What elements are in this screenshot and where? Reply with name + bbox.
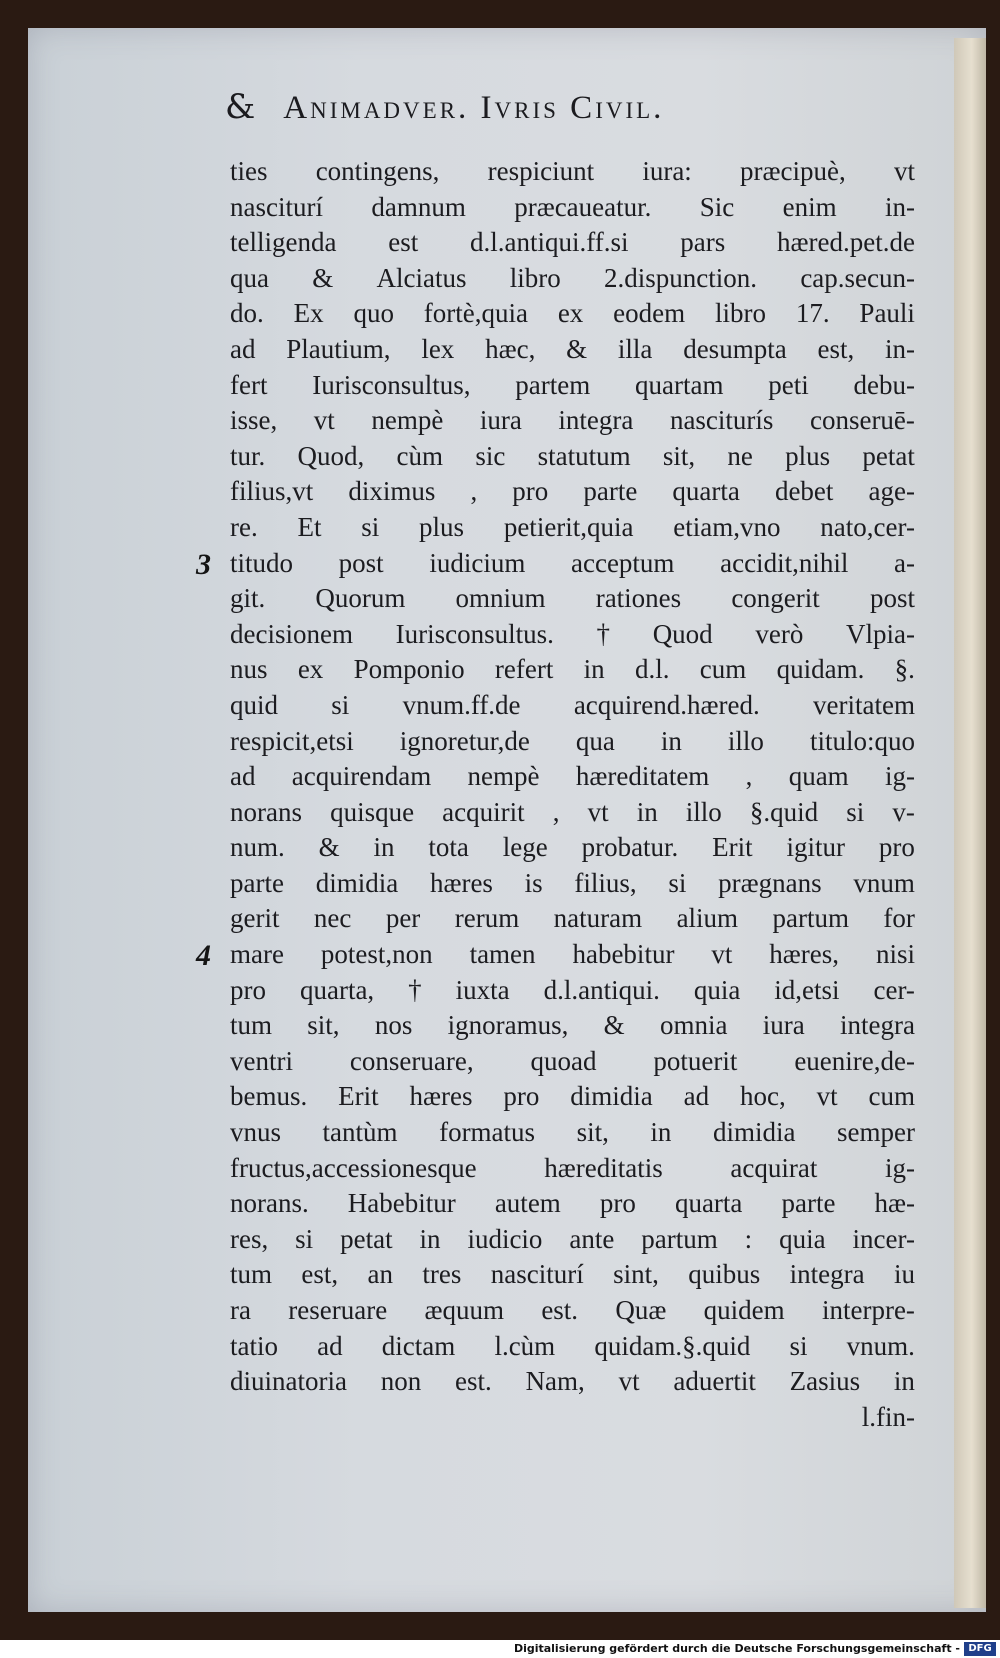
word: partem xyxy=(515,369,591,400)
word: plus xyxy=(785,440,831,471)
text-line xyxy=(230,1151,915,1187)
word: Vlpia- xyxy=(845,618,915,649)
word: quam xyxy=(788,761,849,792)
word: quarta, xyxy=(299,974,375,1005)
word: si xyxy=(361,511,380,542)
word: vnum xyxy=(853,867,915,898)
word: est xyxy=(388,227,419,258)
word: iuxta xyxy=(455,974,510,1005)
word: naturam xyxy=(553,903,643,934)
word: acquirend.hæred. xyxy=(573,689,760,720)
word: ventri xyxy=(230,1045,293,1076)
word: nec xyxy=(313,903,352,934)
word: Erit xyxy=(338,1081,379,1112)
text-line: l.fin- xyxy=(861,1401,915,1432)
word: parte xyxy=(230,867,284,898)
word: eodem xyxy=(613,298,686,329)
word: acquirat xyxy=(730,1152,818,1183)
word: quia xyxy=(693,974,741,1005)
word: est. xyxy=(455,1366,492,1397)
word: in- xyxy=(885,333,915,364)
word: quidam. xyxy=(776,654,865,685)
text-line xyxy=(230,1329,915,1365)
word: quo xyxy=(353,298,394,329)
word: vnum. xyxy=(846,1330,915,1361)
word: peti xyxy=(768,369,809,400)
word: iura xyxy=(479,405,522,436)
marginal-number-4: 4 xyxy=(196,939,211,972)
text-line xyxy=(230,1293,915,1329)
word: etiam,vno xyxy=(673,511,781,542)
word: tatio xyxy=(230,1330,278,1361)
word: & xyxy=(312,262,334,293)
word: telligenda xyxy=(230,227,337,258)
marginal-number-3: 3 xyxy=(196,548,211,581)
word: cer- xyxy=(873,974,915,1005)
word: ad xyxy=(683,1081,710,1112)
word: d.l.antiqui.ff.si xyxy=(470,227,629,258)
word: Habebitur xyxy=(347,1188,456,1219)
word: integra xyxy=(558,405,634,436)
word: interpre- xyxy=(821,1295,915,1325)
word: 2.dispunction. xyxy=(604,262,758,293)
word: vt xyxy=(313,405,335,436)
word: fert xyxy=(230,369,268,400)
word: titudo xyxy=(230,547,294,578)
word: lege xyxy=(502,832,548,863)
word: hæres xyxy=(429,867,493,898)
word: accidit,nihil xyxy=(720,547,849,578)
word: ignoretur,de xyxy=(399,725,530,756)
word: potuerit xyxy=(653,1045,738,1076)
word: & xyxy=(566,333,588,364)
word: præcaueatur. xyxy=(514,191,652,222)
word: vnum.ff.de xyxy=(402,689,521,720)
word: verò xyxy=(755,618,804,649)
text-line xyxy=(230,1222,915,1258)
word: † xyxy=(596,618,611,649)
word: d.l.antiqui. xyxy=(543,974,660,1005)
word: illo xyxy=(727,725,764,756)
word: 17. xyxy=(795,298,830,329)
word: respicit,etsi xyxy=(230,725,354,756)
word: fructus,accessionesque xyxy=(230,1152,477,1183)
word: parte xyxy=(583,476,638,507)
word: rationes xyxy=(595,583,682,614)
text-line xyxy=(230,937,915,973)
word: si xyxy=(846,796,865,827)
word: , xyxy=(552,796,560,827)
word: contingens, xyxy=(315,156,440,186)
word: Erit xyxy=(712,832,753,863)
word: illo xyxy=(685,796,722,827)
text-line xyxy=(230,261,915,297)
word: Quod, xyxy=(297,440,365,471)
word: pro xyxy=(503,1081,540,1112)
word: hæres xyxy=(409,1081,473,1112)
text-line xyxy=(230,1186,915,1222)
word: in xyxy=(583,654,605,685)
ornament-icon: & xyxy=(225,87,256,127)
word: vt xyxy=(711,939,733,970)
word: tur. xyxy=(230,440,266,471)
word: iura: xyxy=(642,156,692,186)
word: iu xyxy=(893,1259,915,1290)
word: integra xyxy=(840,1010,915,1041)
word: vnus xyxy=(230,1117,282,1148)
word: enim xyxy=(782,191,837,222)
text-line xyxy=(230,973,915,1009)
word: age- xyxy=(868,476,915,507)
word: Iurisconsultus, xyxy=(312,369,471,400)
word: nato,cer- xyxy=(820,511,915,542)
word: isse, xyxy=(230,405,278,436)
running-head xyxy=(225,87,865,140)
word: nempè xyxy=(467,761,540,792)
word: reseruare xyxy=(288,1295,388,1325)
word: petat xyxy=(862,440,915,471)
word: quid xyxy=(230,689,279,720)
word: tum xyxy=(230,1010,273,1041)
word: do. xyxy=(230,298,264,329)
word: in xyxy=(650,1117,672,1148)
word: in xyxy=(636,796,658,827)
word: nasciturí xyxy=(230,191,323,222)
text-line xyxy=(230,403,915,439)
word: hæ- xyxy=(874,1188,915,1219)
word: partum xyxy=(641,1223,718,1254)
word: ante xyxy=(569,1223,615,1254)
word: hæred.pet.de xyxy=(777,227,915,258)
word: acquirit xyxy=(442,796,525,827)
word: si xyxy=(331,689,350,720)
word: nus xyxy=(230,654,268,685)
word: diximus xyxy=(348,476,436,507)
word: igitur xyxy=(786,832,846,863)
word: ex xyxy=(557,298,584,329)
word: iura xyxy=(762,1010,805,1041)
text-line xyxy=(230,154,915,190)
word: quisque xyxy=(330,796,415,827)
word: in xyxy=(419,1223,441,1254)
word: d.l. xyxy=(634,654,670,685)
word: ignoramus, xyxy=(447,1010,569,1041)
word: gerit xyxy=(230,903,280,934)
word: debet xyxy=(774,476,834,507)
word: diuinatoria xyxy=(230,1366,347,1397)
text-line xyxy=(230,795,915,831)
word: ad xyxy=(317,1330,343,1361)
word: est, xyxy=(301,1259,339,1290)
word: respiciunt xyxy=(487,156,595,186)
word: l.cùm xyxy=(494,1330,556,1361)
word: prægnans xyxy=(718,867,822,898)
word: filius, xyxy=(574,867,637,898)
word: pro xyxy=(230,974,266,1005)
word: pro xyxy=(878,832,915,863)
word: æquum xyxy=(424,1295,505,1325)
word: an xyxy=(367,1259,393,1290)
word: tantùm xyxy=(322,1117,398,1148)
word: pars xyxy=(680,227,726,258)
word: norans. xyxy=(230,1188,309,1219)
word: git. xyxy=(230,583,266,614)
text-line xyxy=(230,1044,915,1080)
word: acquirendam xyxy=(291,761,432,792)
word: cap.secun- xyxy=(800,262,915,293)
word: plus xyxy=(419,511,465,542)
word: hoc, xyxy=(739,1081,786,1112)
word: Sic xyxy=(699,191,735,222)
word: petat xyxy=(340,1223,393,1254)
word: partum xyxy=(772,903,849,934)
text-line xyxy=(230,759,915,795)
word: sic xyxy=(475,440,506,471)
word: autem xyxy=(494,1188,561,1219)
word: : xyxy=(744,1223,753,1254)
word: post xyxy=(338,547,384,578)
text-line xyxy=(230,866,915,902)
word: qua xyxy=(230,262,269,293)
text-line xyxy=(230,652,915,688)
text-line xyxy=(230,617,915,653)
word: † xyxy=(408,974,422,1005)
word: incer- xyxy=(852,1223,915,1254)
word: tum xyxy=(230,1259,273,1290)
word: est. xyxy=(541,1295,579,1325)
word: nasciturí xyxy=(490,1259,584,1290)
word: lex xyxy=(421,333,455,364)
body-text xyxy=(230,154,915,1435)
running-head-title: Animadver. Ivris Civil. xyxy=(283,90,665,126)
word: sit, xyxy=(576,1117,609,1148)
word: v- xyxy=(892,796,915,827)
word: Zasius xyxy=(789,1366,861,1397)
word: , xyxy=(745,761,753,792)
word: ex xyxy=(297,654,324,685)
word: re. xyxy=(230,511,258,542)
word: cùm xyxy=(396,440,444,471)
word: id,etsi xyxy=(774,974,840,1005)
text-line xyxy=(230,546,915,582)
word: Quod xyxy=(652,618,713,649)
word: statutum xyxy=(537,440,631,471)
word: ra xyxy=(230,1295,251,1325)
word: semper xyxy=(836,1117,915,1148)
word: petierit,quia xyxy=(503,511,634,542)
word: in xyxy=(893,1366,915,1397)
text-line xyxy=(230,1364,915,1400)
word: præcipuè, xyxy=(740,156,846,186)
text-line xyxy=(230,296,915,332)
word: Quæ xyxy=(615,1295,667,1325)
text-line xyxy=(230,368,915,404)
word: sit, xyxy=(307,1010,340,1041)
word: ig- xyxy=(884,1152,915,1183)
word: res, xyxy=(230,1223,269,1254)
word: Pomponio xyxy=(353,654,465,685)
word: in xyxy=(660,725,682,756)
text-line xyxy=(230,225,915,261)
page-edge xyxy=(954,38,986,1608)
word: filius,vt xyxy=(230,476,314,507)
word: bemus. xyxy=(230,1081,308,1112)
dfg-logo: DFG xyxy=(964,1642,996,1656)
word: nos xyxy=(374,1010,413,1041)
text-line xyxy=(230,724,915,760)
text-line xyxy=(230,1008,915,1044)
word: quidam.§.quid xyxy=(594,1330,751,1361)
word: Quorum xyxy=(315,583,406,614)
word: ig- xyxy=(885,761,915,792)
word: hæreditatis xyxy=(544,1152,663,1183)
word: omnia xyxy=(659,1010,728,1041)
word: Alciatus xyxy=(376,262,467,293)
word: Nam, xyxy=(525,1366,585,1397)
text-line xyxy=(230,474,915,510)
word: in- xyxy=(885,191,915,222)
word: libro xyxy=(509,262,561,293)
word: pro xyxy=(599,1188,636,1219)
text-line xyxy=(230,332,915,368)
word: iudicium xyxy=(429,547,526,578)
word: damnum xyxy=(371,191,466,222)
word: aduertit xyxy=(673,1366,756,1397)
word: iudicio xyxy=(467,1223,543,1254)
word: ne xyxy=(727,440,753,471)
word: num. xyxy=(230,832,285,863)
word: per xyxy=(385,903,421,934)
word: si xyxy=(668,867,687,898)
word: conseruare, xyxy=(349,1045,474,1076)
text-line xyxy=(230,581,915,617)
word: vt xyxy=(893,156,915,186)
word: vt xyxy=(618,1366,640,1397)
word: Ex xyxy=(293,298,324,329)
word: ties xyxy=(230,156,268,186)
word: refert xyxy=(494,654,554,685)
word: dimidia xyxy=(712,1117,796,1148)
word: tamen xyxy=(469,939,536,970)
word: qua xyxy=(575,725,615,756)
word: rerum xyxy=(454,903,520,934)
word: quarta xyxy=(674,1188,743,1219)
word: nasciturís xyxy=(669,405,774,436)
word: omnium xyxy=(455,583,546,614)
footer-credit: Digitalisierung gefördert durch die Deutsche Forschungsgemeinschaft - xyxy=(513,1642,960,1655)
word: desumpta xyxy=(683,333,787,364)
text-line xyxy=(230,190,915,226)
word: illa xyxy=(617,333,653,364)
word: mare xyxy=(230,939,284,970)
word: si xyxy=(789,1330,808,1361)
word: tres xyxy=(422,1259,462,1290)
word: tota xyxy=(428,832,469,863)
word: Plautium, xyxy=(286,333,391,364)
word: fortè,quia xyxy=(423,298,528,329)
text-line xyxy=(230,1115,915,1151)
word: conseruē- xyxy=(809,405,915,436)
word: ad xyxy=(230,333,256,364)
word: quartam xyxy=(634,369,724,400)
word: nisi xyxy=(875,939,915,970)
word: vt xyxy=(587,796,609,827)
word: ad xyxy=(230,761,256,792)
word: si xyxy=(295,1223,314,1254)
word: quarta xyxy=(672,476,740,507)
word: est, xyxy=(817,333,855,364)
word: pro xyxy=(512,476,549,507)
word: dimidia xyxy=(315,867,399,898)
word: is xyxy=(524,867,543,898)
word: titulo:quo xyxy=(809,725,915,756)
word: dictam xyxy=(381,1330,456,1361)
word: , xyxy=(470,476,478,507)
text-line xyxy=(230,1079,915,1115)
word: dimidia xyxy=(570,1081,653,1112)
word: Et xyxy=(297,511,322,542)
word: cum xyxy=(868,1081,915,1112)
word: a- xyxy=(893,547,915,578)
word: quibus xyxy=(688,1259,761,1290)
text-line xyxy=(230,1257,915,1293)
word: decisionem xyxy=(230,618,353,649)
word: in xyxy=(373,832,395,863)
word: quidem xyxy=(703,1295,785,1325)
word: vt xyxy=(816,1081,838,1112)
word: formatus xyxy=(439,1117,536,1148)
word: §.quid xyxy=(749,796,819,827)
word: & xyxy=(603,1010,625,1041)
text-line xyxy=(230,688,915,724)
word: acceptum xyxy=(571,547,675,578)
word: norans xyxy=(230,796,302,827)
word: habebitur xyxy=(572,939,675,970)
text-line xyxy=(230,439,915,475)
word: congerit xyxy=(731,583,820,614)
word: quoad xyxy=(530,1045,597,1076)
word: & xyxy=(318,832,340,863)
word: quia xyxy=(779,1223,826,1254)
word: veritatem xyxy=(813,689,915,720)
word: §. xyxy=(894,654,915,685)
word: post xyxy=(869,583,915,614)
word: hæc, xyxy=(485,333,536,364)
word: libro xyxy=(714,298,766,329)
word: potest,non xyxy=(320,939,433,970)
word: probatur. xyxy=(581,832,679,863)
text-line xyxy=(230,901,915,937)
text-line xyxy=(230,830,915,866)
word: debu- xyxy=(853,369,915,400)
word: integra xyxy=(789,1259,865,1290)
word: sint, xyxy=(613,1259,659,1290)
word: for xyxy=(883,903,915,934)
word: nempè xyxy=(371,405,444,436)
word: Pauli xyxy=(859,298,915,329)
word: hæres, xyxy=(769,939,840,970)
word: Iurisconsultus. xyxy=(395,618,554,649)
word: sit, xyxy=(662,440,696,471)
word: hæreditatem xyxy=(575,761,710,792)
word: parte xyxy=(781,1188,836,1219)
word: euenire,de- xyxy=(794,1045,915,1076)
text-line xyxy=(230,510,915,546)
word: alium xyxy=(676,903,739,934)
word: cum xyxy=(699,654,747,685)
word: non xyxy=(380,1366,422,1397)
